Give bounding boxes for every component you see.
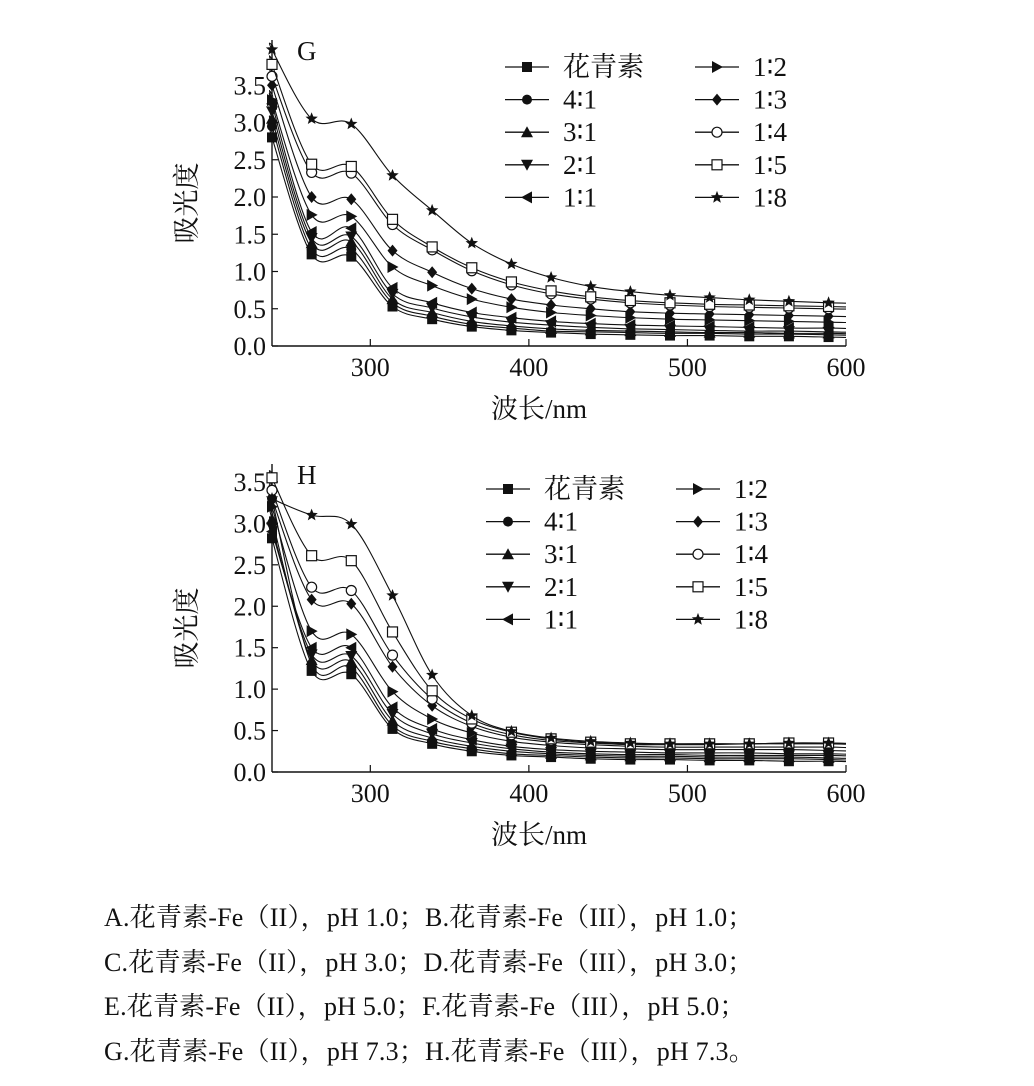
y-tick-label: 2.5	[233, 145, 266, 175]
legend-label: 1∶2	[734, 474, 769, 504]
x-tick-label: 500	[667, 779, 707, 808]
legend-label: 花青素	[544, 474, 625, 504]
legend-marker	[503, 517, 513, 527]
legend-marker	[693, 549, 703, 559]
legend-label: 3∶1	[544, 539, 579, 570]
y-tick-label: 0.5	[233, 716, 266, 746]
data-point	[346, 586, 356, 596]
x-tick-label: 500	[667, 353, 707, 382]
legend-marker	[522, 62, 532, 72]
y-tick-label: 3.5	[233, 467, 266, 497]
legend	[505, 52, 788, 212]
y-axis-label: 吸光度	[172, 587, 202, 669]
data-point	[307, 551, 317, 561]
x-tick-label: 300	[350, 353, 390, 382]
data-point	[388, 214, 398, 224]
legend-label: 1∶5	[753, 149, 788, 180]
legend-marker	[503, 484, 513, 494]
legend-label: 4∶1	[544, 506, 579, 537]
legend-label: 1∶8	[753, 182, 788, 213]
y-tick-label: 1.0	[233, 675, 266, 705]
legend-label: 1∶4	[753, 117, 788, 148]
legend-label: 1∶1	[563, 182, 598, 213]
legend-label: 1∶4	[734, 539, 769, 570]
data-point	[586, 292, 596, 302]
data-point	[546, 286, 556, 296]
data-point	[427, 280, 438, 292]
data-point	[665, 298, 675, 308]
chart-panel-h	[172, 460, 866, 850]
data-point	[388, 627, 398, 637]
figure-caption	[104, 896, 1004, 1074]
caption-line: A.花青素-Fe（II），pH 1.0；B.花青素-Fe（III），pH 1.0；	[104, 903, 754, 932]
data-point	[346, 193, 356, 205]
data-point	[345, 518, 357, 530]
x-axis-label: 波长/nm	[490, 394, 588, 424]
data-point	[388, 261, 399, 273]
legend-marker	[692, 613, 704, 625]
data-point	[267, 473, 277, 483]
data-point	[427, 242, 437, 252]
legend-label: 1∶5	[734, 571, 769, 602]
legend-marker	[522, 95, 532, 105]
data-point	[386, 589, 398, 601]
y-tick-label: 0.5	[233, 294, 266, 324]
legend-label: 2∶1	[563, 149, 598, 180]
caption-line: E.花青素-Fe（II），pH 5.0；F.花青素-Fe（III），pH 5.0；	[104, 992, 746, 1021]
y-axis-label: 吸光度	[172, 162, 202, 244]
y-tick-label: 1.0	[233, 257, 266, 287]
y-tick-label: 3.0	[233, 509, 266, 539]
legend-marker	[712, 61, 723, 73]
chart-panel-g	[172, 36, 866, 424]
legend-marker	[712, 160, 722, 170]
legend-label: 1∶3	[753, 84, 788, 115]
legend-label: 花青素	[563, 52, 644, 82]
legend-label: 1∶3	[734, 506, 769, 537]
data-point	[426, 669, 438, 681]
data-point	[427, 686, 437, 696]
y-tick-label: 3.5	[233, 71, 266, 101]
legend-marker	[711, 191, 723, 203]
legend-label: 1∶8	[734, 604, 769, 635]
data-point	[705, 299, 715, 309]
legend-label: 1∶1	[544, 604, 579, 635]
y-tick-label: 1.5	[233, 220, 266, 250]
x-tick-label: 400	[509, 779, 549, 808]
data-point	[505, 258, 517, 270]
caption-line: G.花青素-Fe（II），pH 7.3；H.花青素-Fe（III），pH 7.3。	[104, 1036, 755, 1066]
y-tick-label: 2.5	[233, 550, 266, 580]
legend-label: 2∶1	[544, 571, 579, 602]
data-point	[346, 161, 356, 171]
legend-label: 1∶2	[753, 52, 788, 82]
data-point	[467, 263, 477, 273]
y-tick-label: 2.0	[233, 183, 266, 212]
y-tick-label: 0.0	[233, 758, 266, 787]
x-tick-label: 600	[826, 353, 866, 382]
legend-marker	[693, 516, 703, 528]
data-point	[467, 283, 477, 295]
data-point	[467, 293, 478, 305]
legend	[486, 474, 769, 634]
panel-label: G	[297, 36, 317, 66]
data-point	[306, 509, 318, 521]
data-point	[307, 625, 318, 637]
legend-marker	[693, 483, 704, 495]
legend-marker	[712, 94, 722, 106]
legend-label: 3∶1	[563, 117, 598, 148]
data-point	[506, 277, 516, 287]
legend-marker	[502, 613, 513, 625]
data-point	[427, 713, 438, 725]
legend-marker	[712, 127, 722, 137]
data-point	[585, 280, 597, 292]
data-point	[388, 650, 398, 660]
y-tick-label: 3.0	[233, 108, 266, 138]
data-point	[267, 59, 277, 69]
x-axis-label: 波长/nm	[490, 820, 588, 850]
data-point	[625, 296, 635, 306]
data-point	[346, 556, 356, 566]
data-point	[545, 271, 557, 283]
x-tick-label: 600	[826, 779, 866, 808]
y-tick-label: 0.0	[233, 332, 266, 361]
data-point	[427, 266, 437, 278]
caption-line: C.花青素-Fe（II），pH 3.0；D.花青素-Fe（III），pH 3.0；	[104, 947, 754, 977]
legend-marker	[693, 582, 703, 592]
legend-label: 4∶1	[563, 84, 598, 115]
data-point	[307, 582, 317, 592]
legend-marker	[521, 191, 532, 203]
data-point	[307, 159, 317, 169]
x-tick-label: 300	[350, 779, 390, 808]
y-tick-label: 2.0	[233, 592, 266, 622]
y-tick-label: 1.5	[233, 633, 266, 663]
panel-label: H	[297, 460, 317, 490]
x-tick-label: 400	[509, 353, 549, 382]
